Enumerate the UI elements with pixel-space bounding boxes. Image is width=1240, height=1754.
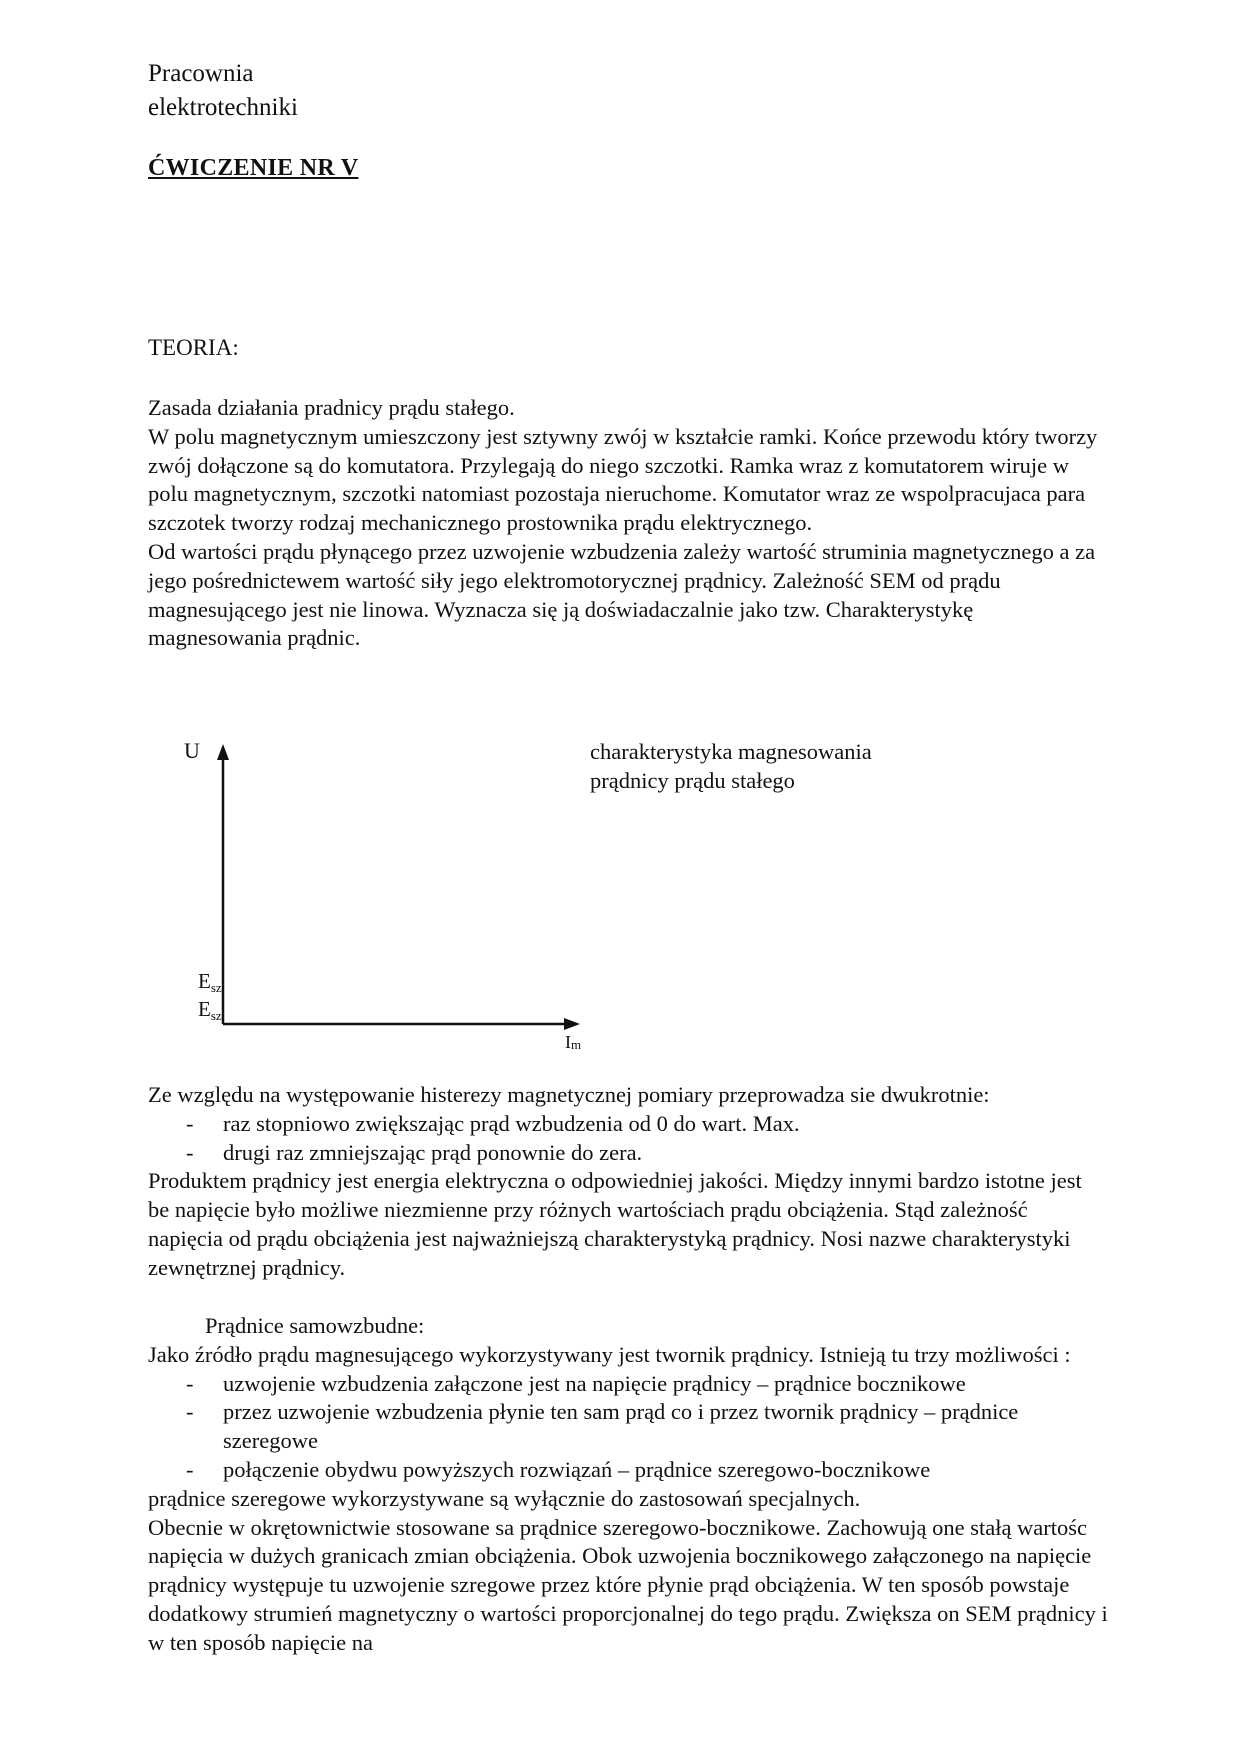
list-item-text: uzwojenie wzbudzenia załączone jest na napięcie prądnicy – prądnice bocznikowe	[223, 1370, 966, 1396]
paragraph: Obecnie w okrętownictwie stosowane sa prądnice szeregowo-bocznikowe. Zachowują one stałą wartośc napięcia w dużych granicach zmian obciążenia. Obok uzwojenia bocznikowego załączonego na napięcie prądnicy występuje tu uzwojenie szregowe przez które płynie prąd obciążenia. W ten sposób powstaje dodatkowy strumień magnetyczny o wartości proporcjonalnej do tego prądu. Zwiększa on SEM prądnicy i w ten sposób napięcie na	[148, 1514, 1108, 1655]
exercise-title: ĆWICZENIE NR V	[148, 155, 359, 181]
paragraph: prądnice szeregowe wykorzystywane są wyłącznie do zastosowań specjalnych.	[148, 1485, 861, 1511]
x-axis-label	[565, 1032, 581, 1052]
list-item	[148, 1456, 1108, 1485]
list-item-text: połączenie obydwu powyższych rozwiązań – prądnice szeregowo-bocznikowe	[223, 1456, 931, 1482]
chart-title-line2: prądnicy prądu stałego	[590, 768, 795, 793]
y-axis-label: U	[184, 738, 200, 763]
list-dash: -	[186, 1370, 194, 1396]
paragraph: Produktem prądnicy jest energia elektryczna o odpowiedniej jakości. Między innymi bardzo istotne jest be napięcie było możliwe niezmienne przy różnych wartościach prądu obciążenia. Stąd zależność napięcia od prądu obciążenia jest najważniejszą charakterystyką prądnicy. Nosi nazwe charakterystyki zewnętrznej prądnicy.	[148, 1168, 1082, 1280]
paragraph: Od wartości prądu płynącego przez uzwojenie wzbudzenia zależy wartość struminia magnetycznego a za jego pośrednictewem wartość siły jego elektromotorycznej prądnicy. Zależność SEM od prądu magnesującego jest nie linowa. Wyznacza się ją doświadaczalnie jako tzw. Charakterystykę magnesowania prądnic.	[148, 538, 1096, 651]
self-excited-text	[148, 1312, 1108, 1658]
measurement-text	[148, 1081, 1108, 1283]
lab-name-line2: elektrotechniki	[148, 94, 298, 121]
y-tick-label-1	[198, 969, 222, 995]
list-item-text: raz stopniowo zwiększając prąd wzbudzenia od 0 do wart. Max.	[223, 1110, 800, 1136]
y-tick-2-main: E	[198, 997, 211, 1021]
theory-text	[148, 394, 1108, 653]
x-axis-label-main: I	[565, 1032, 571, 1052]
list-dash: -	[186, 1139, 194, 1165]
paragraph: Zasada działania pradnicy prądu stałego.	[148, 395, 515, 420]
list-dash: -	[186, 1110, 194, 1136]
y-tick-1-main: E	[198, 969, 211, 993]
list-item	[148, 1398, 1108, 1456]
y-tick-1-sub: sz	[210, 980, 222, 995]
list-item	[148, 1370, 1108, 1399]
y-tick-2-sub: sz	[210, 1008, 222, 1023]
y-tick-label-2	[198, 997, 222, 1023]
subheading: Prądnice samowzbudne:	[205, 1313, 425, 1338]
list-dash: -	[186, 1399, 194, 1425]
list-item	[148, 1139, 1108, 1168]
list-item-text: przez uzwojenie wzbudzenia płynie ten sam prąd co i przez twornik prądnicy – prądnice szeregowe	[223, 1399, 1019, 1454]
section-label: TEORIA:	[148, 335, 239, 360]
paragraph: W polu magnetycznym umieszczony jest sztywny zwój w kształcie ramki. Końce przewodu który tworzy zwój dołączone są do komutatora. Przylegają do niego szczotki. Ramka wraz z komutatorem wiruje w polu magnetycznym, szczotki natomiast pozostaja nieruchome. Komutator wraz ze wspolpracujaca para szczotek tworzy rodzaj mechanicznego prostownika prądu elektrycznego.	[148, 423, 1098, 536]
list-item	[148, 1110, 1108, 1139]
y-axis-arrow	[217, 744, 229, 760]
paragraph: Jako źródło prądu magnesującego wykorzystywany jest twornik prądnicy. Istnieją tu trzy możliwości :	[148, 1341, 1071, 1367]
list-item-text: drugi raz zmniejszając prąd ponownie do zera.	[223, 1139, 643, 1165]
x-axis-arrow	[564, 1018, 580, 1030]
paragraph: Ze względu na występowanie histerezy magnetycznej pomiary przeprowadza sie dwukrotnie:	[148, 1082, 990, 1107]
lab-name	[148, 57, 298, 125]
x-axis-label-sub: m	[571, 1037, 582, 1052]
chart-title	[590, 737, 872, 795]
lab-name-line1: Pracownia	[148, 60, 254, 87]
chart-title-line1: charakterystyka magnesowania	[590, 739, 872, 764]
list-dash: -	[186, 1456, 194, 1482]
